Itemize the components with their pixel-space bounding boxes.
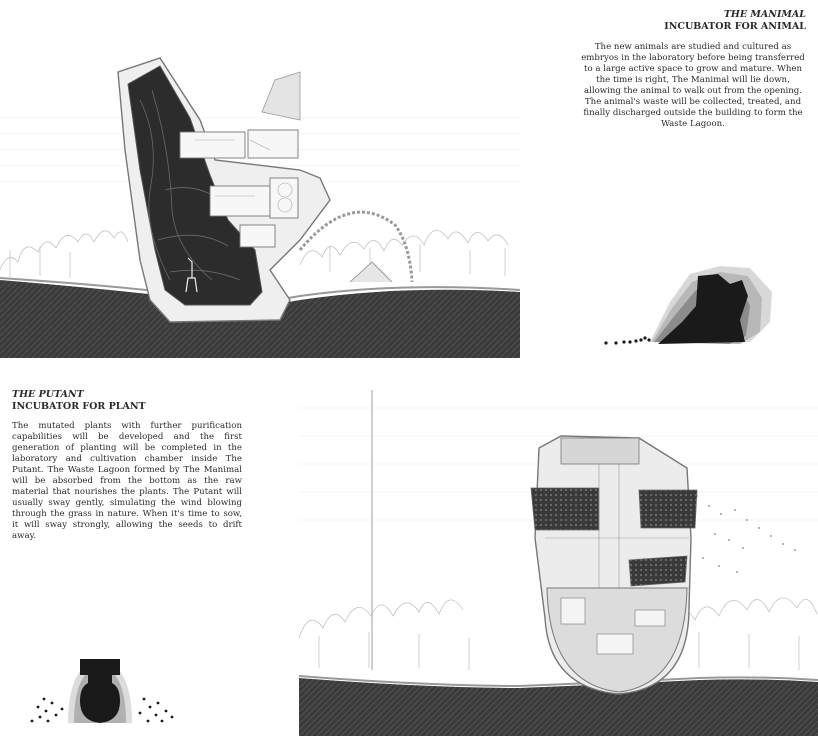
plant-tray (629, 556, 687, 586)
putant-pictogram (28, 655, 178, 727)
putant-description: The mutated plants with further purification capabilities will be developed and the first generation of planting will be completed in the laboratory and cultivation chamber inside The Putant. The Waste Lagoon formed by The Manimal will be absorbed from the bottom as the raw material that nourishes the plants. The Putant will usually sway gently, simulating the wind blowing through the grass in nature. When it's time to sow, it will sway strongly, allowing the seeds to drift away. (12, 421, 242, 541)
plant-tray (639, 490, 697, 528)
putant-silhouette (80, 659, 120, 723)
manimal-pictogram (600, 262, 780, 352)
manimal-title: THE MANIMAL (723, 9, 806, 20)
ground-soil (299, 678, 818, 736)
trail-dots (604, 336, 650, 344)
roof-piece (262, 72, 300, 120)
putant-title: THE PUTANT (12, 389, 84, 400)
putant-structure (531, 436, 697, 694)
manimal-heading (580, 9, 806, 33)
manimal-description: The new animals are studied and cultured as embryos in the laboratory before being transferred to a large active space to grow and mature. When the time is right, The Manimal will lie down, allowing the animal to walk out from the opening. The animal's waste will be collected, treated, and finally discharged outside the building to form the Waste Lagoon. (581, 42, 805, 129)
manimal-section-drawing (0, 0, 520, 360)
putant-heading (12, 389, 242, 413)
putant-section-drawing (299, 388, 818, 736)
putant-subtitle: INCUBATOR FOR PLANT (12, 401, 146, 412)
manimal-subtitle: INCUBATOR FOR ANIMAL (664, 21, 806, 32)
plant-tray (531, 488, 599, 530)
drifting-seeds (696, 495, 796, 573)
waste-outflow-arch (300, 212, 412, 282)
